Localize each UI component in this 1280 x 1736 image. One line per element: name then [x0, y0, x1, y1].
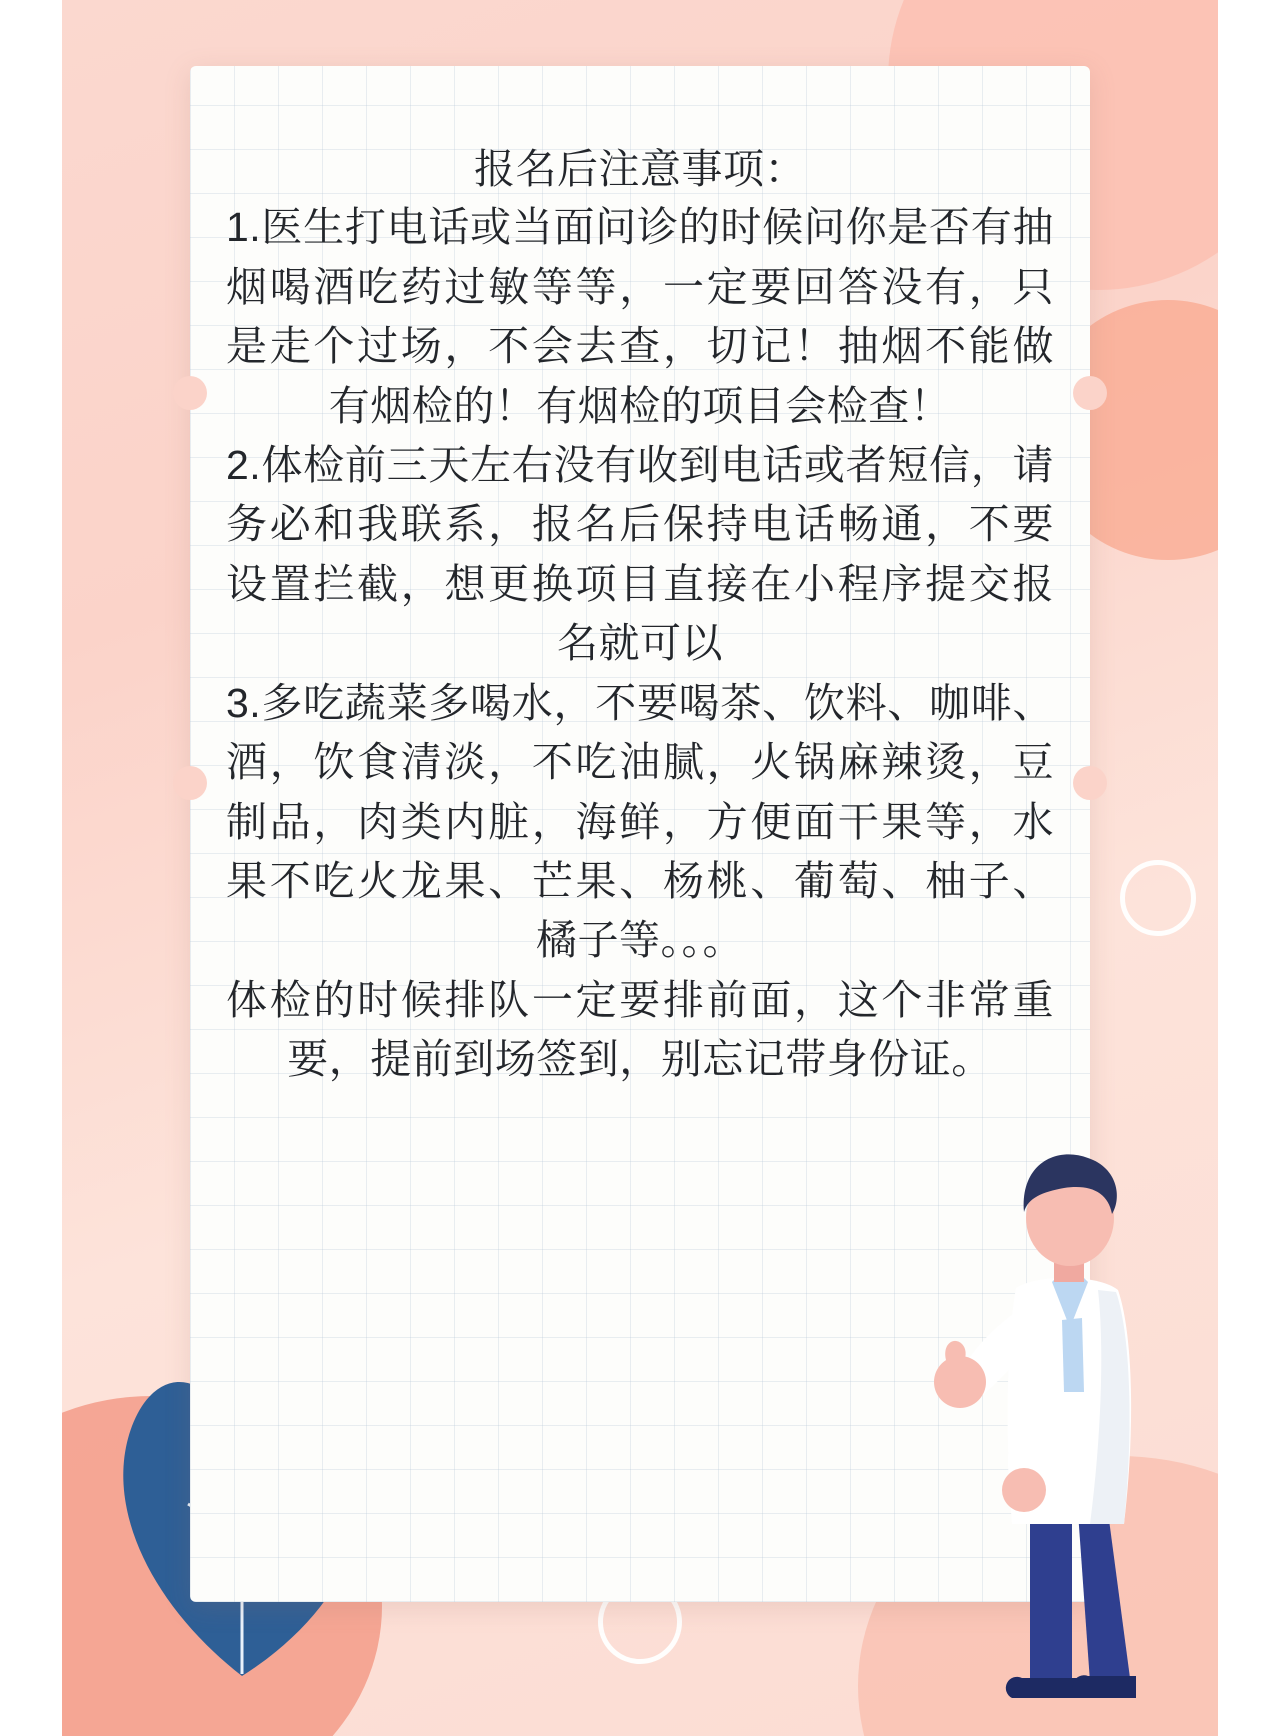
note-paragraph-1: 1.医生打电话或当面问诊的时候问你是否有抽烟喝酒吃药过敏等等，一定要回答没有，只是走个过场，不会去查，切记！抽烟不能做有烟检的！有烟检的项目会检查！: [226, 204, 1054, 429]
poster-canvas: [62, 0, 1218, 1736]
doctor-icon: [912, 1092, 1212, 1712]
note-content: [190, 140, 1090, 1090]
note-title: 报名后注意事项：: [474, 146, 806, 192]
note-paragraph-2: 2.体检前三天左右没有收到电话或者短信，请务必和我联系，报名后保持电话畅通，不要设置拦截，想更换项目直接在小程序提交报名就可以: [226, 441, 1054, 667]
ring-decoration-right: [1120, 860, 1196, 936]
note-paragraph-3: 3.多吃蔬菜多喝水，不要喝茶、饮料、咖啡、酒，饮食清淡，不吃油腻，火锅麻辣烫，豆制品，肉类内脏，海鲜，方便面干果等，水果不吃火龙果、芒果、杨桃、葡萄、柚子、橘子等。。。: [226, 679, 1054, 964]
note-paragraph-4: 体检的时候排队一定要排前面，这个非常重要，提前到场签到，别忘记带身份证。: [226, 976, 1054, 1083]
